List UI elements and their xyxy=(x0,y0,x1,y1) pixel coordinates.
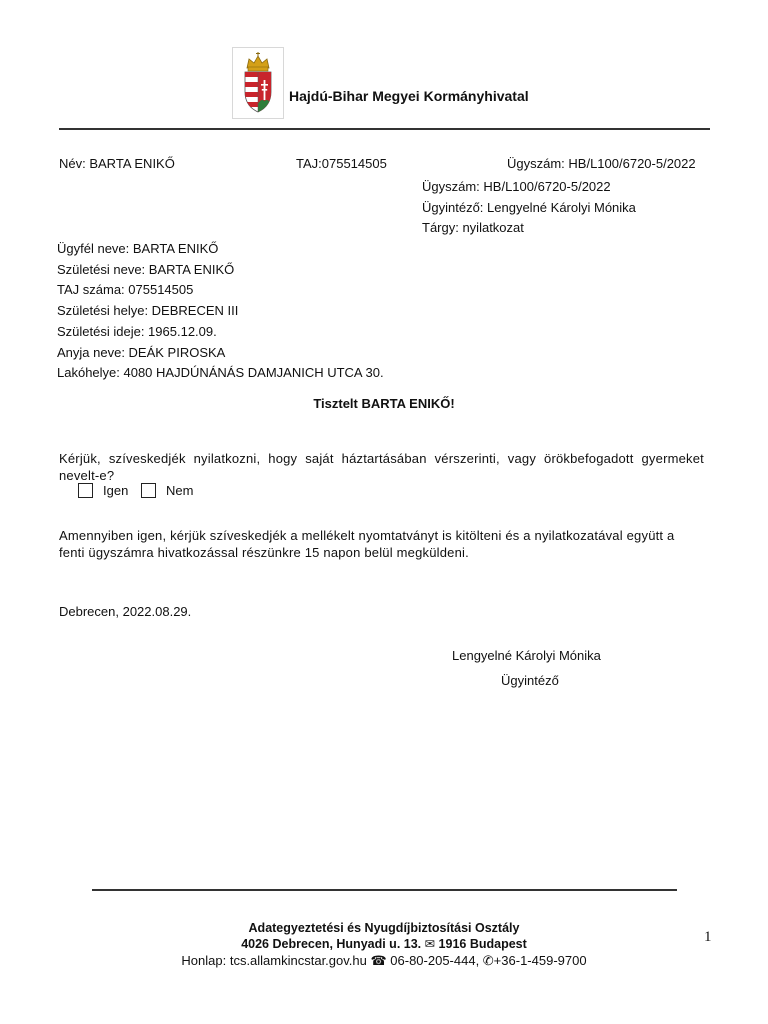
signature-title: Ügyintéző xyxy=(501,673,559,688)
footer-divider xyxy=(92,889,677,891)
birth-place: Születési helye: DEBRECEN III xyxy=(57,303,239,318)
instruction-text: Amennyiben igen, kérjük szíveskedjék a mellékelt nyomtatványt is kitölteni és a nyilatkozatával együtt a fenti ügyszámra hivatkozással részünkre 15 napon belül megküldeni. xyxy=(59,528,675,560)
organization-name: Hajdú-Bihar Megyei Kormányhivatal xyxy=(289,88,529,104)
client-name: Ügyfél neve: BARTA ENIKŐ xyxy=(57,241,219,256)
option-no-label: Nem xyxy=(166,483,194,498)
signature-name: Lengyelné Károlyi Mónika xyxy=(452,648,601,663)
footer-contact: Honlap: tcs.allamkincstar.gov.hu ☎ 06-80-205-444, ✆+36-1-459-9700 xyxy=(181,953,587,968)
birth-name: Születési neve: BARTA ENIKŐ xyxy=(57,262,235,277)
case-number-top: Ügyszám: HB/L100/6720-5/2022 xyxy=(507,156,696,171)
footer-address: 4026 Debrecen, Hunyadi u. 13. ✉ 1916 Budapest xyxy=(241,937,527,951)
page-number: 1 xyxy=(704,929,712,945)
name-field: Név: BARTA ENIKŐ xyxy=(59,156,175,171)
checkbox-no[interactable] xyxy=(141,483,156,498)
mother-name: Anyja neve: DEÁK PIROSKA xyxy=(57,345,226,360)
coat-of-arms-frame xyxy=(232,47,284,119)
case-number: Ügyszám: HB/L100/6720-5/2022 xyxy=(422,179,611,194)
taj-number: TAJ száma: 075514505 xyxy=(57,282,194,297)
hungarian-coat-of-arms-icon xyxy=(233,48,283,118)
birth-date: Születési ideje: 1965.12.09. xyxy=(57,324,217,339)
footer-department: Adategyeztetési és Nyugdíjbiztosítási Osztály xyxy=(248,921,520,935)
administrator: Ügyintéző: Lengyelné Károlyi Mónika xyxy=(422,200,636,215)
header-divider xyxy=(59,128,710,130)
option-yes-label: Igen xyxy=(103,483,129,498)
checkbox-yes[interactable] xyxy=(78,483,93,498)
subject: Tárgy: nyilatkozat xyxy=(422,220,524,235)
taj-field: TAJ:075514505 xyxy=(296,156,387,171)
greeting: Tisztelt BARTA ENIKŐ! xyxy=(313,396,455,411)
place-date: Debrecen, 2022.08.29. xyxy=(59,604,192,619)
address: Lakóhelye: 4080 HAJDÚNÁNÁS DAMJANICH UTCA 30. xyxy=(57,365,384,380)
question-text: Kérjük, szíveskedjék nyilatkozni, hogy saját háztartásában vérszerinti, vagy örökbefogadott gyermeket nevelt-e? xyxy=(59,451,704,483)
